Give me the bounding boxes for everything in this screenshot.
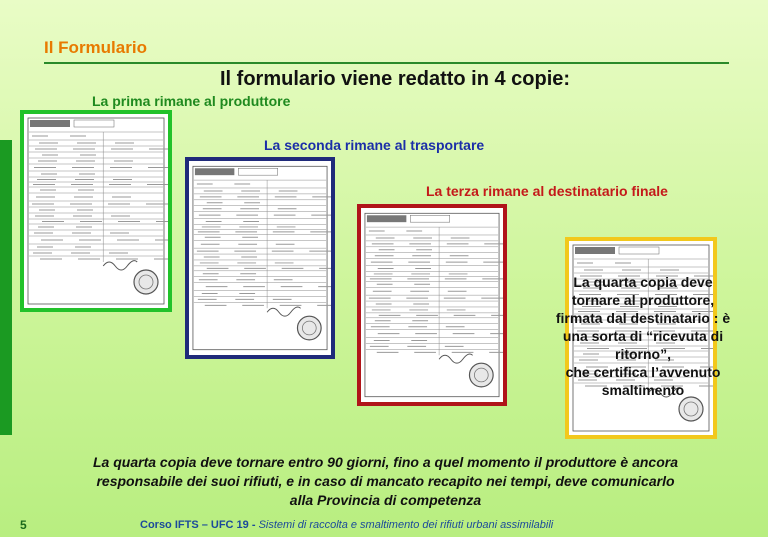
fourth-copy-line: ritorno”, (615, 346, 671, 362)
caption-first-copy: La prima rimane al produttore (92, 93, 291, 109)
footer (140, 519, 553, 531)
fourth-copy-description (532, 273, 754, 399)
fourth-copy-line: La quarta copia deve (573, 274, 713, 290)
form-sheet-graphic (189, 161, 331, 355)
fourth-copy-line: firmata dal destinatario : è (555, 310, 731, 326)
form-image-second-copy (185, 157, 335, 359)
form-image-third-copy (357, 204, 507, 406)
footer-course: Corso IFTS – UFC 19 - (140, 519, 259, 531)
fourth-copy-line: che certifica l’avvenuto (565, 364, 721, 380)
bottom-note (18, 453, 753, 510)
footer-subject: Sistemi di raccolta e smaltimento dei rifiuti urbani assimilabili (258, 519, 554, 531)
left-accent-bar (0, 140, 12, 435)
page-number: 5 (20, 518, 27, 532)
caption-second-copy: La seconda rimane al trasportare (264, 137, 485, 153)
bottom-note-line: alla Provincia di competenza (289, 492, 482, 508)
form-sheet-graphic (361, 208, 503, 402)
bottom-note-line: responsabile dei suoi rifiuti, e in caso di mancato recapito nei tempi, deve comunicarlo (96, 473, 675, 489)
slide-title: Il Formulario (44, 38, 147, 57)
headline: Il formulario viene redatto in 4 copie: (220, 68, 571, 90)
bottom-note-line: La quarta copia deve tornare entro 90 giorni, fino a quel momento il produttore è ancora (93, 454, 678, 470)
caption-third-copy: La terza rimane al destinatario finale (426, 183, 668, 199)
fourth-copy-line: smaltimento (601, 382, 685, 398)
form-sheet-graphic (24, 114, 168, 308)
form-image-first-copy (20, 110, 172, 312)
title-divider (44, 62, 729, 64)
fourth-copy-line: tornare al produttore, (571, 292, 715, 308)
fourth-copy-line: una sorta di “ricevuta di (562, 328, 724, 344)
